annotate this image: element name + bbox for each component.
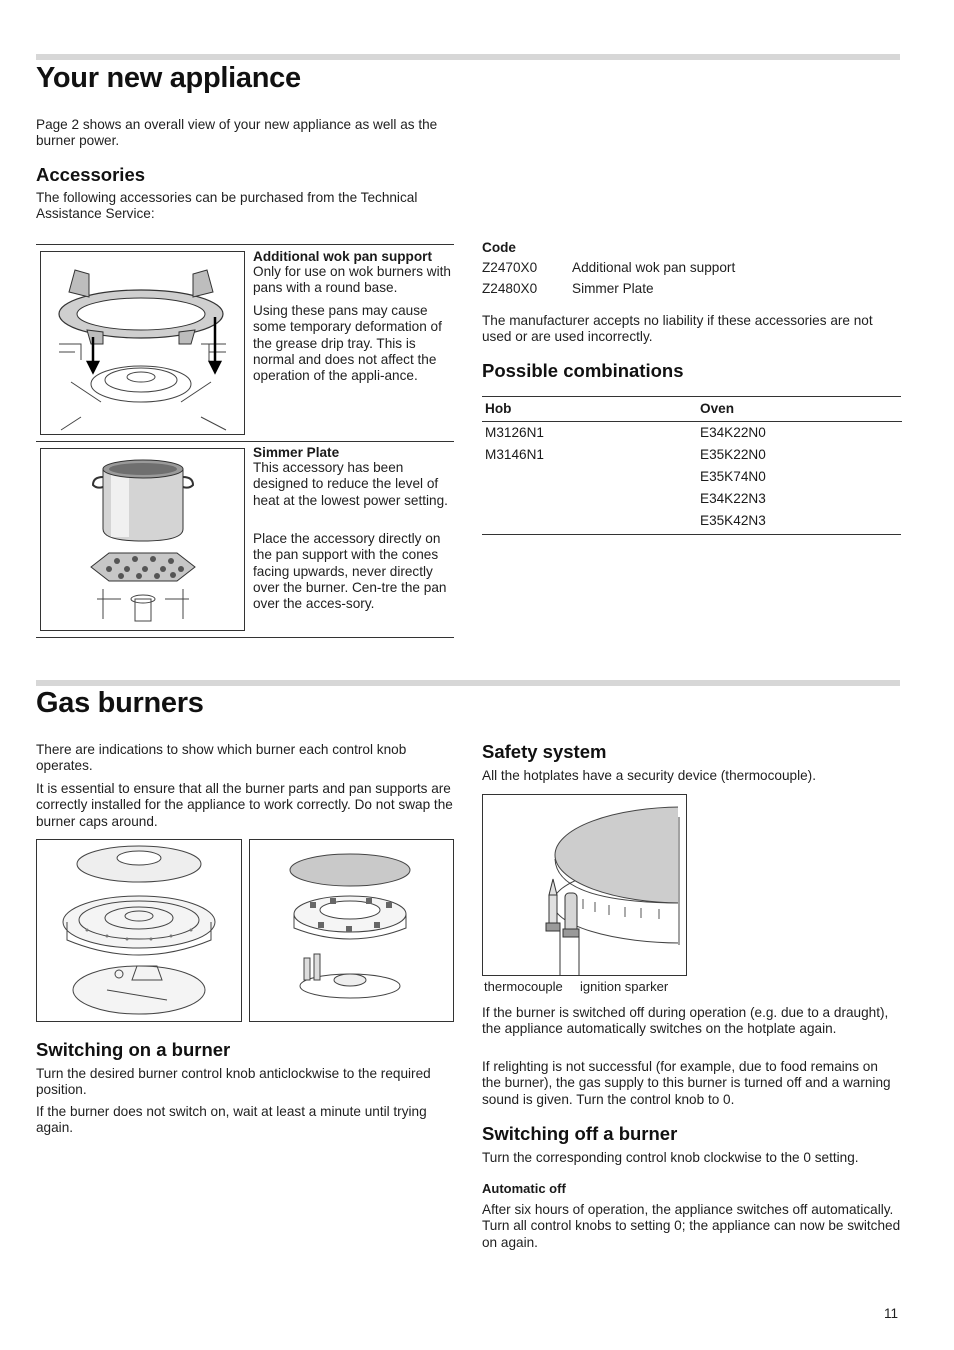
wok-support-title: Additional wok pan support: [253, 249, 432, 264]
combinations-table-wrapper: [482, 397, 902, 533]
simmer-plate-desc-1: This accessory has been designed to reduce the level of heat at the lowest power setting.: [253, 460, 448, 508]
section-title-gas-burners: Gas burners: [36, 687, 204, 719]
gas-burners-paragraph-2: It is essential to ensure that all the burner parts and pan supports are correctly installed for the appliance to work correctly. Do not swap the burner caps around.: [36, 781, 453, 829]
gas-burners-paragraph-1: There are indications to show which burner each control knob operates.: [36, 742, 407, 774]
thermocouple-label: thermocouple: [484, 979, 563, 994]
table-row: [482, 467, 902, 489]
oven-cell: E34K22N3: [700, 491, 766, 506]
accessories-intro: The following accessories can be purchased from the Technical Assistance Service:: [36, 190, 418, 222]
thermocouple-illustration: [482, 794, 687, 976]
oven-cell: E34K22N0: [700, 425, 766, 440]
wok-support-desc-2: Using these pans may cause some temporary deformation of the grease drip tray. This is normal and does not affect the operation of the appli-ance.: [253, 303, 442, 384]
accessories-heading: Accessories: [36, 164, 146, 185]
oven-cell: E35K42N3: [700, 513, 766, 528]
hob-cell: [482, 467, 697, 489]
column-header-hob: Hob: [482, 397, 697, 422]
hob-cell: M3146N1: [485, 447, 544, 462]
column-header-oven: Oven: [697, 397, 902, 422]
table-row: [482, 422, 902, 446]
liability-note: The manufacturer accepts no liability if these accessories are not used or are used incorrectly.: [482, 313, 873, 345]
simmer-plate-desc-2: Place the accessory directly on the pan support with the cones facing upwards, never directly over the burner. Cen-tre the pan over the acces-sory.: [253, 531, 447, 612]
hob-cell: [482, 511, 697, 533]
table-row: [482, 489, 902, 511]
automatic-off-paragraph: After six hours of operation, the appliance switches off automatically. Turn all control knobs to setting 0; the appliance can now be switched on again.: [482, 1202, 901, 1250]
combinations-heading: Possible combinations: [482, 360, 684, 381]
code-cell: Z2480X0: [482, 281, 538, 296]
standard-burner-parts-illustration: [249, 839, 454, 1022]
simmer-plate-title: Simmer Plate: [253, 445, 340, 460]
switching-on-heading: Switching on a burner: [36, 1039, 231, 1060]
code-desc-cell: Simmer Plate: [572, 281, 654, 296]
ignition-sparker-label: ignition sparker: [580, 979, 669, 994]
safety-system-paragraph-2: If the burner is switched off during operation (e.g. due to a draught), the appliance automatically switches on the hotplate again.: [482, 1005, 889, 1037]
code-cell: Z2470X0: [482, 260, 538, 275]
safety-system-heading: Safety system: [482, 741, 607, 762]
section-title-your-new-appliance: Your new appliance: [36, 62, 301, 94]
page-number: 11: [884, 1306, 899, 1321]
safety-system-paragraph-3: If relighting is not successful (for example, due to food remains on the burner), the gas supply to this burner is turned off and a warning sound is given. Turn the control knob to 0.: [482, 1059, 891, 1107]
code-table-header: Code: [482, 240, 516, 255]
wok-support-desc-1: Only for use on wok burners with pans with a round base.: [253, 264, 451, 296]
wok-pan-support-illustration: [40, 251, 245, 435]
automatic-off-heading: Automatic off: [482, 1181, 566, 1196]
hob-cell: M3126N1: [485, 425, 544, 440]
accessory-divider: [36, 244, 454, 245]
switching-off-paragraph: Turn the corresponding control knob clockwise to the 0 setting.: [482, 1150, 859, 1165]
accessory-divider: [36, 441, 454, 442]
table-row: [482, 511, 902, 533]
accessory-divider: [36, 637, 454, 638]
table-bottom-rule: [482, 534, 901, 535]
wok-burner-parts-illustration: [36, 839, 242, 1022]
switching-off-heading: Switching off a burner: [482, 1123, 678, 1144]
switching-on-paragraph-1: Turn the desired burner control knob anticlockwise to the required position.: [36, 1066, 431, 1098]
oven-cell: E35K74N0: [700, 469, 766, 484]
table-header-row: [482, 397, 902, 422]
oven-cell: E35K22N0: [700, 447, 766, 462]
table-row: [482, 445, 902, 467]
hob-cell: [482, 489, 697, 511]
intro-paragraph: Page 2 shows an overall view of your new appliance as well as the burner power.: [36, 117, 438, 149]
safety-system-paragraph-1: All the hotplates have a security device (thermocouple).: [482, 768, 816, 783]
code-desc-cell: Additional wok pan support: [572, 260, 736, 275]
combinations-table: [482, 397, 902, 533]
section-rule-top: [36, 54, 900, 60]
simmer-plate-illustration: [40, 448, 245, 631]
switching-on-paragraph-2: If the burner does not switch on, wait at least a minute until trying again.: [36, 1104, 427, 1136]
section-rule-top: [36, 680, 900, 686]
